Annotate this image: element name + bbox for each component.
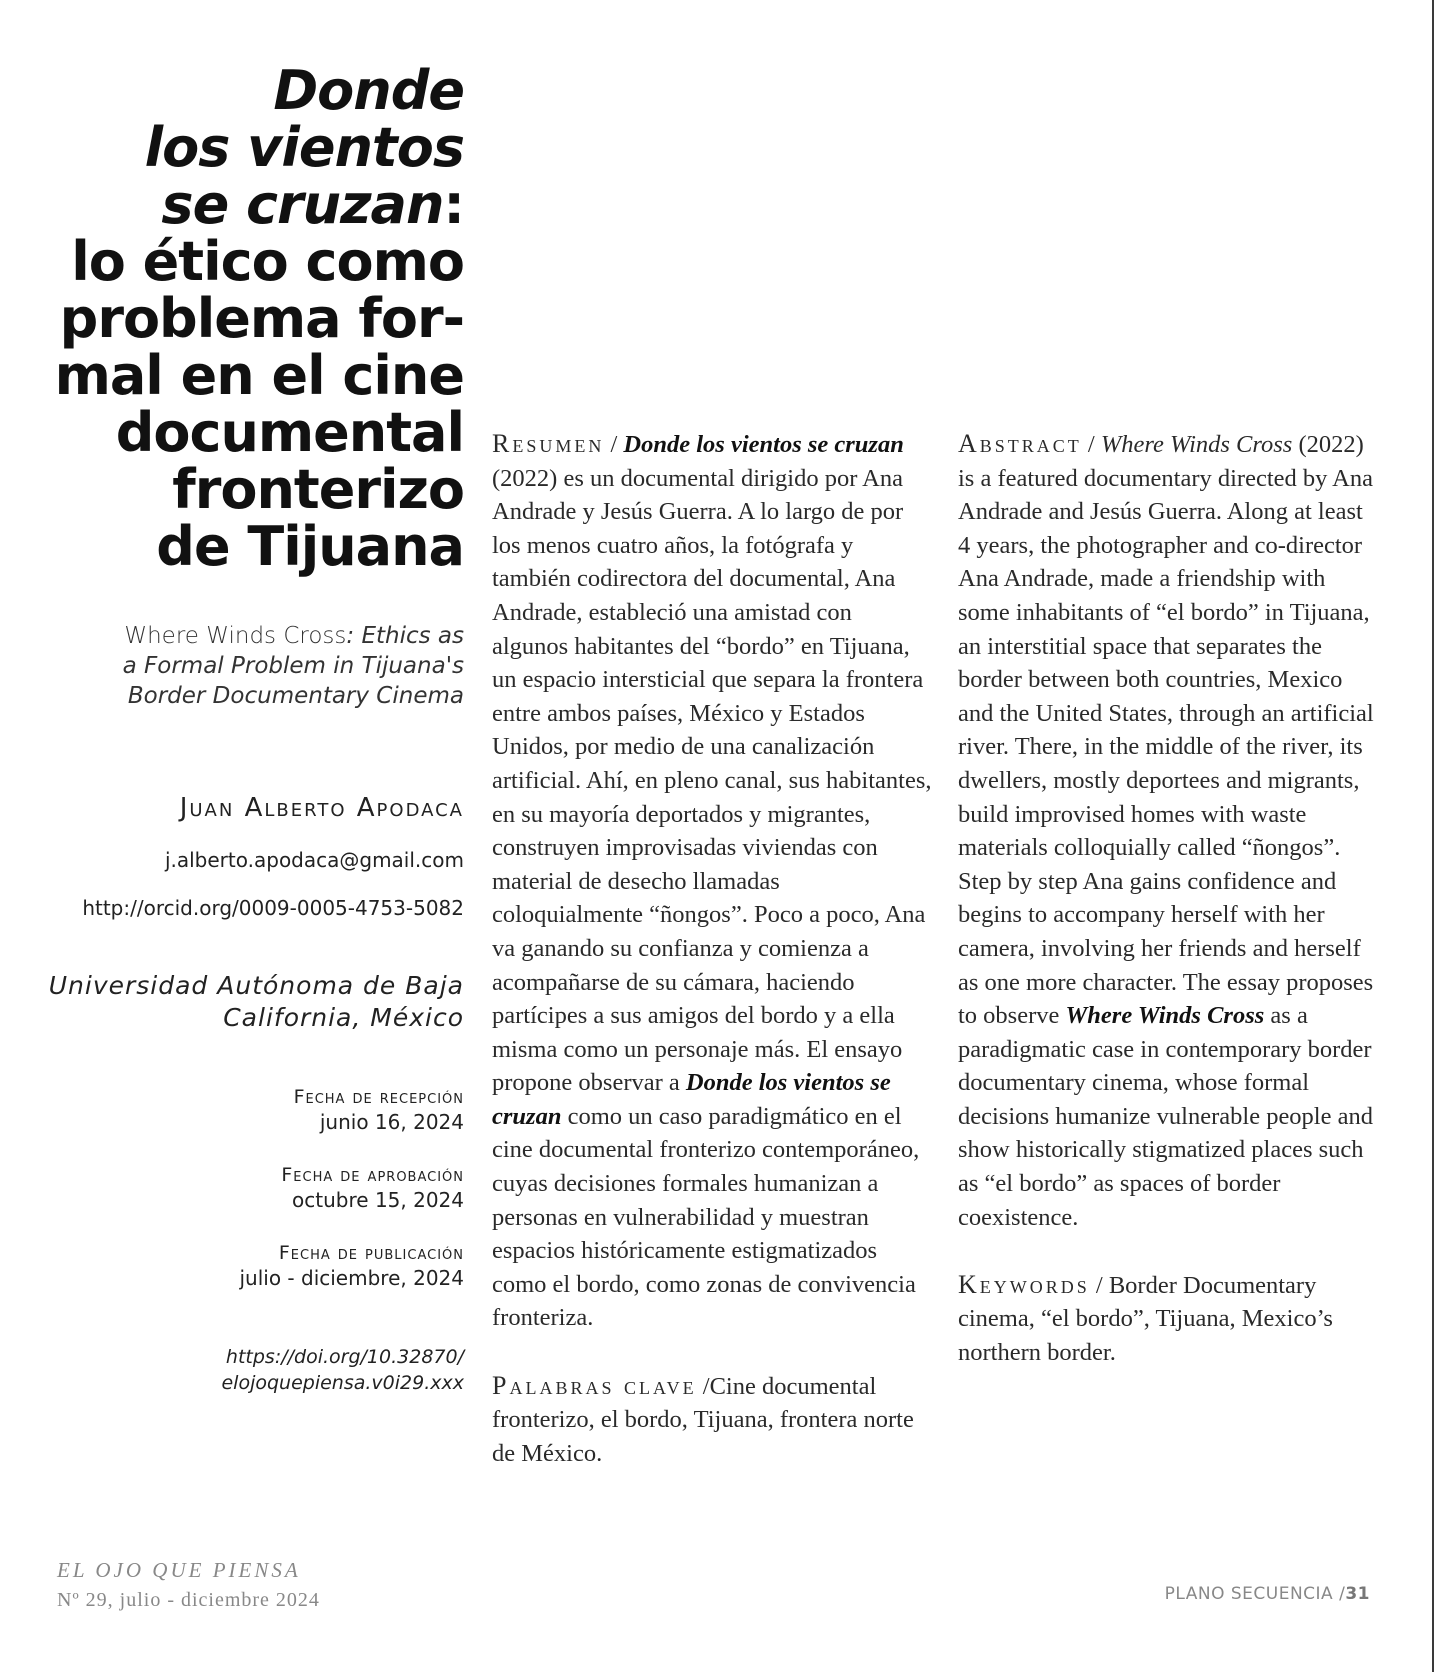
journal-name: EL OJO QUE PIENSA [57, 1558, 301, 1582]
journal-issue: Nº 29, julio - diciembre 2024 [57, 1589, 320, 1611]
journal-footer [57, 1555, 320, 1615]
abstract-paragraph [958, 427, 1378, 1234]
date-received [40, 1085, 464, 1135]
subtitle-line [80, 621, 464, 651]
palabras-clave-text: Cine documental fronterizo, el bordo, Tijuana, frontera norte de México. [492, 1372, 914, 1467]
title-line: problema for- [59, 287, 464, 350]
abstract-label: Abstract [958, 429, 1082, 458]
author-email[interactable]: j.alberto.apodaca@gmail.com [164, 848, 464, 872]
affiliation-line: California, México [223, 1003, 464, 1032]
subtitle-film-title: Where Winds Cross [124, 623, 347, 649]
film-title-ref: Where Winds Cross [1100, 431, 1293, 458]
date-approved [40, 1163, 464, 1213]
title-line: lo ético como [71, 230, 464, 293]
keywords-label: Keywords [958, 1269, 1090, 1299]
date-published-value: julio - diciembre, 2024 [239, 1266, 464, 1290]
affiliation-line: Universidad Autónoma de Baja [48, 971, 464, 1000]
date-approved-label: Fecha de aprobación [281, 1164, 464, 1186]
section-name: PLANO SECUENCIA / [1164, 1584, 1346, 1604]
resumen-paragraph [492, 427, 932, 1335]
film-title-ref: Where Winds Cross [1065, 1002, 1265, 1030]
resumen-label: Resumen [492, 429, 605, 458]
film-title-ref: Donde los vientos se cruzan [623, 431, 904, 458]
title-line: fronterizo [172, 458, 464, 521]
keywords-paragraph [958, 1268, 1378, 1370]
abstract-text: (2022) is a featured documentary directed by Ana Andrade and Jesús Guerra. Along at least 4 years, the photographer and co-director Ana Andrade, made a friendship with some inhabitants of “el bordo” in Tijuana, an interstitial space that separates the border between both countries, Mexico and the United States, through an artificial river. There, in the middle of the river, its dwellers, mostly deportees and migrants, build improvised homes with waste materials colloquially called “ñongos”. Step by step Ana gains confidence and begins to accompany herself with her camera, involving her friends and herself as one more character. The essay proposes to observe [958, 431, 1374, 1030]
doi-line: elojoquepiensa.v0i29.xxx [221, 1372, 464, 1394]
author-orcid[interactable]: http://orcid.org/0009-0005-4753-5082 [82, 896, 464, 920]
film-title-ref: Donde los vientos se cruzan [492, 1069, 891, 1130]
doi-line: https://doi.org/10.32870/ [225, 1346, 464, 1368]
label-separator: / [1081, 431, 1101, 458]
title-line: documental [115, 401, 464, 464]
palabras-clave-paragraph [492, 1369, 932, 1471]
date-published-label: Fecha de publicación [278, 1242, 464, 1264]
resumen-column [492, 427, 932, 1470]
author-affiliation [40, 970, 464, 1034]
section-footer [1165, 1584, 1370, 1604]
english-subtitle [80, 621, 464, 711]
resumen-text: (2022) es un documental dirigido por Ana Andrade y Jesús Guerra. A lo largo de por los menos cuatro años, la fotógrafa y también codirectora del documental, Ana Andrade, estableció una amistad con algunos habitantes del “bordo” en Tijuana, un espacio intersticial que separa la frontera entre ambos países, México y Estados Unidos, por medio de una canalización artificial. Ahí, en pleno canal, sus habitantes, en su mayoría deportados y migrantes, construyen improvisadas viviendas con material de desecho llamadas coloquialmente “ñongos”. Poco a poco, Ana va ganando su confianza y comienza a acompañarse de su cámara, haciendo partícipes a sus amigos del bordo y a ella misma como un personaje más. El ensayo propone observar a [492, 464, 932, 1097]
date-received-value: junio 16, 2024 [319, 1110, 464, 1134]
date-approved-value: octubre 15, 2024 [292, 1188, 464, 1212]
resumen-text: como un caso paradigmático en el cine documental fronterizo contemporáneo, cuyas decisiones formales humanizan a personas en vulnerabilidad y muestran espacios históricamente estigmatizados como el bordo, como zonas de convivencia fronteriza. [492, 1102, 920, 1332]
doi-link[interactable] [40, 1344, 464, 1396]
title-line: mal en el cine [54, 344, 464, 407]
title-italic-part: se cruzan [161, 173, 444, 236]
label-separator: / [696, 1372, 710, 1400]
subtitle-line: a Formal Problem in Tijuana's [122, 653, 464, 679]
subtitle-line: Border Documentary Cinema [127, 683, 464, 709]
title-line [40, 173, 464, 236]
article-title [40, 59, 464, 578]
abstract-text: as a paradigmatic case in contemporary border documentary cinema, whose formal decisions humanize vulnerable people and show historically stigmatized places such as “el bordo” as spaces of border coexistence. [958, 1002, 1373, 1231]
title-colon: : [443, 173, 464, 236]
keywords-text: Border Documentary cinema, “el bordo”, Tijuana, Mexico’s northern border. [958, 1271, 1333, 1367]
title-line: de Tijuana [156, 515, 464, 578]
abstract-column [958, 427, 1378, 1370]
title-line: los vientos [144, 116, 464, 179]
subtitle-text: : Ethics as [346, 623, 464, 649]
palabras-clave-label: Palabras clave [492, 1370, 697, 1400]
title-line: Donde [273, 59, 464, 122]
page-number: 31 [1345, 1584, 1370, 1604]
date-received-label: Fecha de recepción [293, 1086, 464, 1108]
author-name: Juan Alberto Apodaca [179, 793, 464, 823]
date-published [40, 1241, 464, 1291]
label-separator: / [604, 431, 624, 458]
label-separator: / [1089, 1271, 1109, 1299]
